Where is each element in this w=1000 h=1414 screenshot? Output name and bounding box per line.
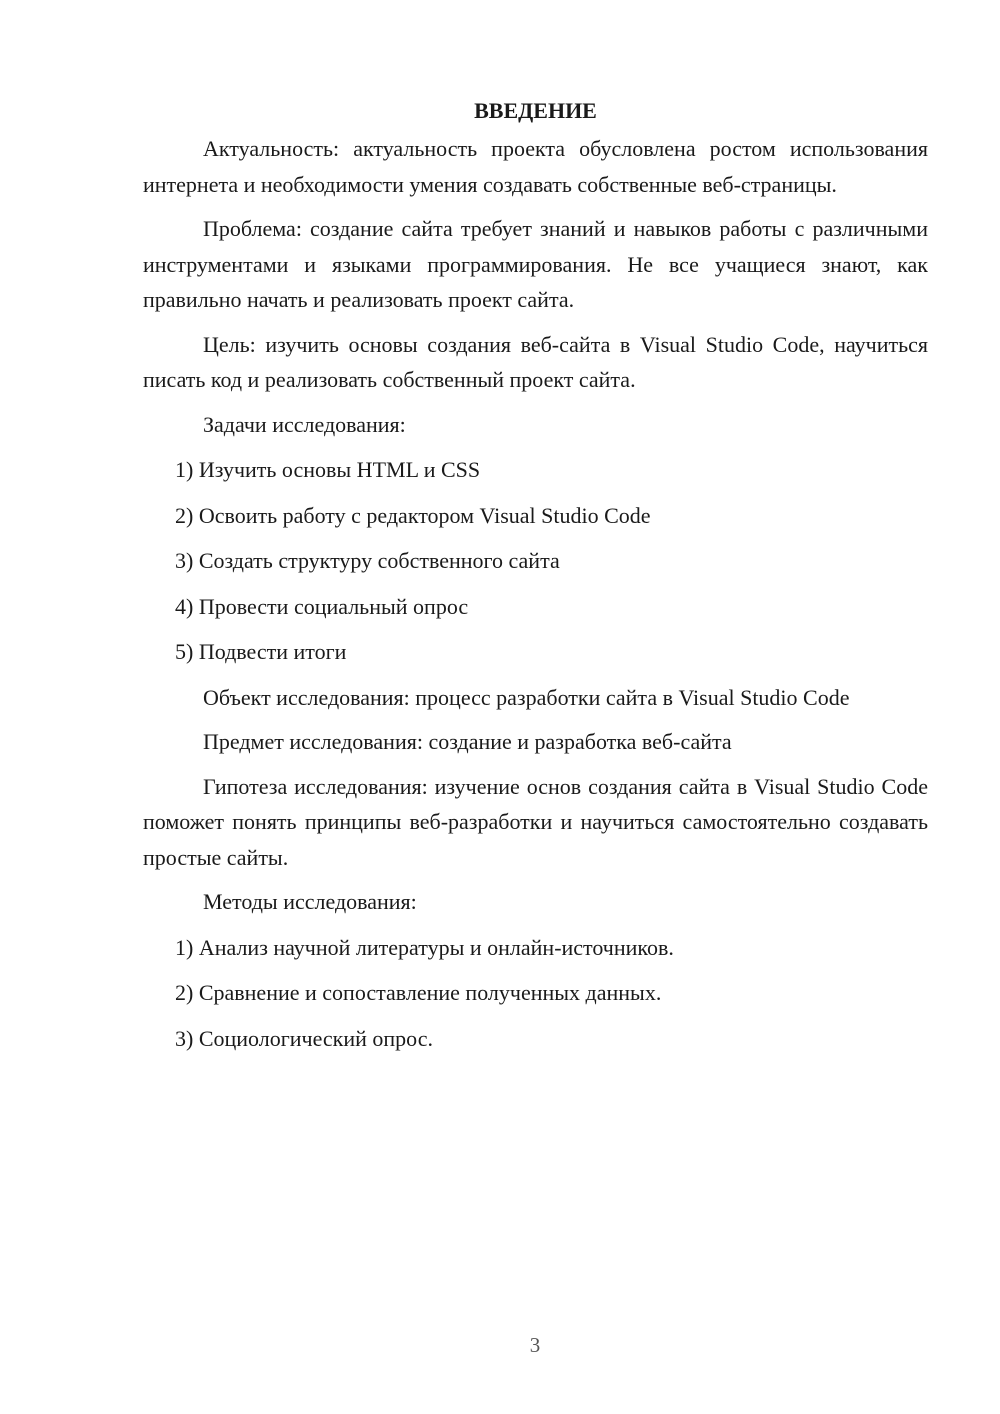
task-item: 3) Создать структуру собственного сайта [175,548,560,573]
method-item: 2) Сравнение и сопоставление полученных данных. [175,980,662,1005]
methods-heading: Методы исследования: [203,889,417,914]
goal-paragraph: Цель: изучить основы создания веб-сайта в Visual Studio Code, научиться писать код и реализовать собственный проект сайта. [143,331,928,392]
tasks-heading: Задачи исследования: [203,411,406,437]
task-item: 2) Освоить работу с редактором Visual Studio Code [175,502,651,528]
method-item: 1) Анализ научной литературы и онлайн-источников. [175,934,674,960]
page-title: ВВЕДЕНИЕ [474,98,597,123]
task-item: 5) Подвести итоги [175,639,347,664]
page-number: 3 [529,1333,541,1357]
task-item: 1) Изучить основы HTML и CSS [175,457,481,482]
object-paragraph: Объект исследования: процесс разработки сайта в Visual Studio Code [203,684,850,710]
hypothesis-paragraph: Гипотеза исследования: изучение основ создания сайта в Visual Studio Code поможет понять принципы веб-разработки и научиться самостоятельно создавать простые сайты. [143,773,928,870]
page-content [143,95,928,1066]
subject-paragraph: Предмет исследования: создание и разработка веб-сайта [203,729,732,754]
problem-paragraph: Проблема: создание сайта требует знаний и навыков работы с различными инструментами и языками программирования. Не все учащиеся знают, как правильно начать и реализовать проект сайта. [143,216,928,312]
relevance-paragraph: Актуальность: актуальность проекта обусловлена ростом использования интернета и необходимости умения создавать собственные веб-страницы. [143,136,928,197]
method-item: 3) Социологический опрос. [175,1025,433,1051]
task-item: 4) Провести социальный опрос [175,593,469,619]
